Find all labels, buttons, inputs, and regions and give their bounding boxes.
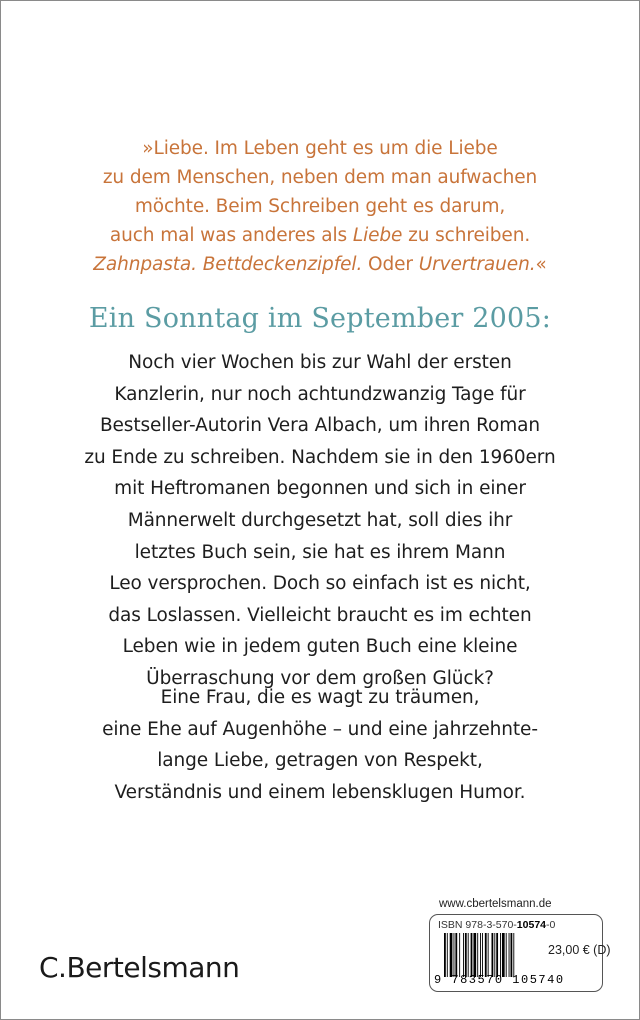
quote-line: [1, 163, 639, 192]
paragraph-line: letztes Buch sein, sie hat es ihrem Mann: [134, 541, 506, 563]
paragraph-line: Männerwelt durchgesetzt hat, soll dies ihr: [127, 509, 513, 531]
barcode-digits: 9 783570 105740: [434, 973, 565, 987]
publisher-website-link[interactable]: www.cbertelsmann.de: [439, 898, 552, 910]
quote-text: auch mal was anderes als: [109, 225, 353, 246]
paragraph-line: Noch vier Wochen bis zur Wahl der ersten: [128, 352, 512, 373]
publisher-logo: C.Bertelsmann: [39, 951, 240, 984]
isbn-barcode-label: [429, 914, 611, 992]
isbn-text: [438, 919, 555, 931]
barcode-icon: [444, 933, 540, 977]
quote-line: [1, 250, 639, 279]
quote-text: zu schreiben.: [402, 225, 531, 246]
quote-text: Oder: [362, 254, 419, 275]
paragraph-line: eine Ehe auf Augenhöhe – und eine jahrzehnte-: [102, 718, 538, 740]
quote-text: «: [535, 254, 547, 275]
paragraph-line: Kanzlerin, nur noch achtundzwanzig Tage für: [114, 383, 526, 405]
quote-line: [1, 134, 639, 163]
paragraph-line: zu Ende zu schreiben. Nachdem sie in den 1960ern: [84, 446, 556, 468]
price-label: 23,00 € (D): [548, 943, 611, 957]
paragraph-line: lange Liebe, getragen von Respekt,: [157, 750, 483, 772]
paragraph-line: Überraschung vor dem großen Glück?: [146, 667, 494, 689]
paragraph-line: mit Heftromanen begonnen und sich in einer: [114, 478, 526, 500]
description-paragraph-2: [1, 682, 639, 808]
quote-line: [1, 221, 639, 250]
quote-text: »Liebe. Im Leben geht es um die Liebe: [142, 138, 498, 159]
isbn-prefix: ISBN 978-3-570-: [438, 919, 517, 931]
paragraph-line: Leo versprochen. Doch so einfach ist es nicht,: [109, 573, 531, 595]
quote-italic-text: Liebe: [352, 225, 403, 246]
isbn-bold-part: 10574: [516, 919, 546, 931]
paragraph-line: Leben wie in jedem guten Buch eine kleine: [122, 636, 518, 658]
isbn-suffix: -0: [546, 919, 556, 931]
blurb-quote: [1, 134, 639, 279]
quote-text: zu dem Menschen, neben dem man aufwachen: [102, 167, 538, 188]
paragraph-line: Bestseller-Autorin Vera Albach, um ihren Roman: [99, 415, 541, 437]
description-paragraph-1: [1, 347, 639, 695]
quote-text: möchte. Beim Schreiben geht es darum,: [134, 196, 506, 217]
quote-italic-text: Zahnpasta. Bettdeckenzipfel.: [93, 254, 363, 275]
quote-italic-text: Urvertrauen.: [418, 254, 536, 275]
paragraph-line: das Loslassen. Vielleicht braucht es im echten: [108, 604, 532, 626]
paragraph-line: Eine Frau, die es wagt zu träumen,: [160, 687, 480, 708]
paragraph-line: Verständnis und einem lebensklugen Humor.: [114, 781, 526, 803]
section-heading: Ein Sonntag im September 2005:: [88, 303, 552, 334]
quote-line: [1, 192, 639, 221]
